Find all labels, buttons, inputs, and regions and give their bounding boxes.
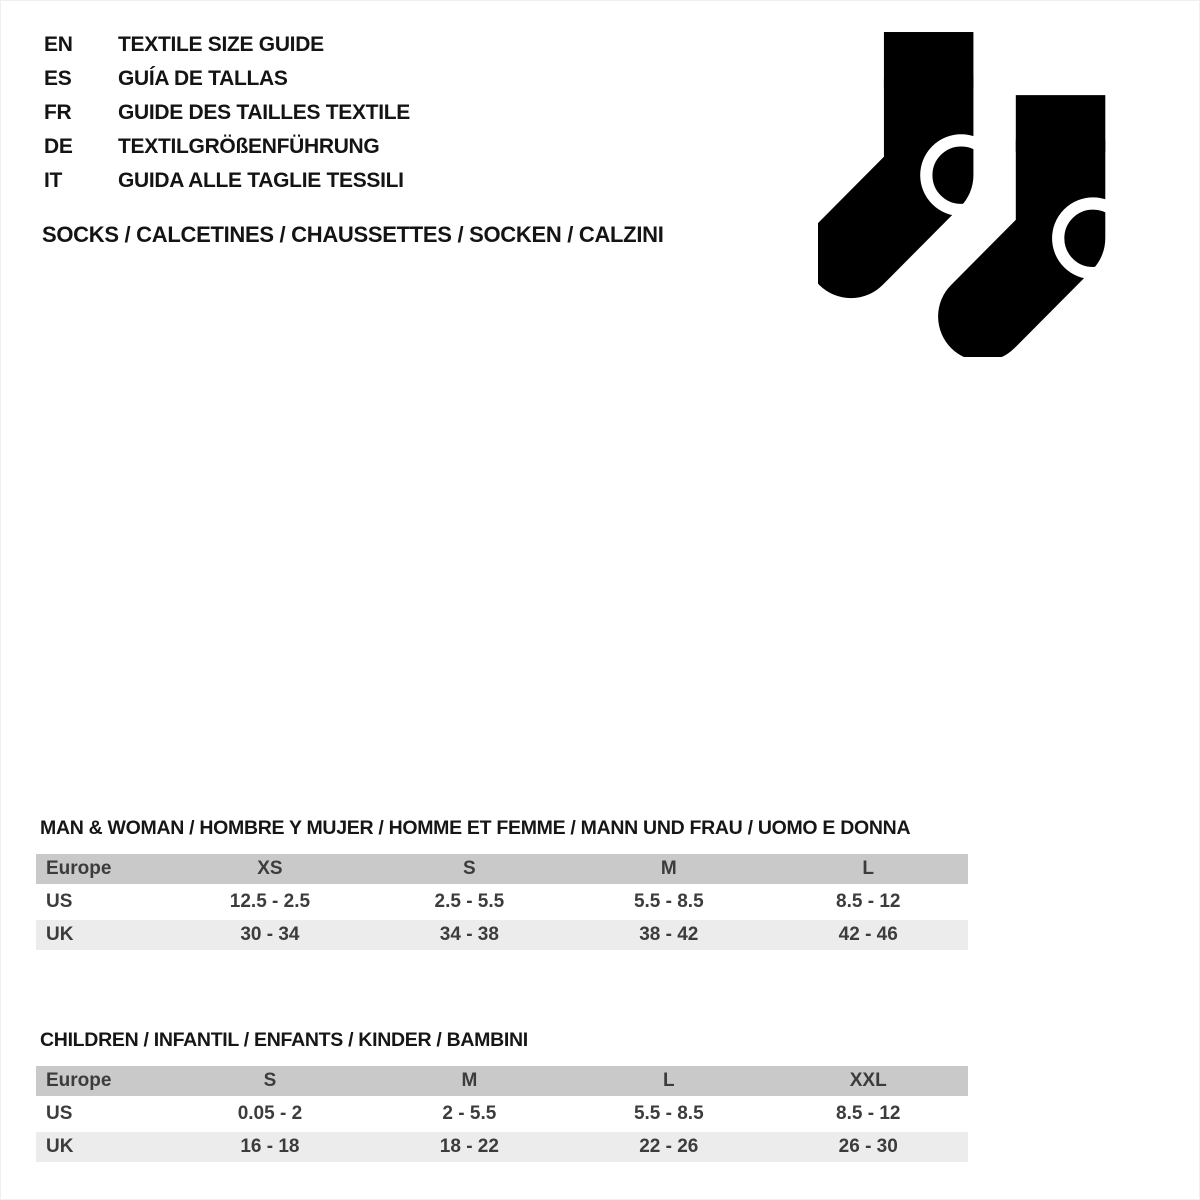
- size-value: 5.5 - 8.5: [633, 1103, 704, 1124]
- size-value: 22 - 26: [639, 1136, 699, 1157]
- size-value: 8.5 - 12: [836, 891, 901, 912]
- socks-icon: [818, 32, 1110, 357]
- language-code: DE: [44, 135, 73, 158]
- size-value: 30 - 34: [240, 924, 300, 945]
- language-row-en: [44, 28, 410, 62]
- header-cell: L: [862, 858, 875, 879]
- size-value: 16 - 18: [240, 1136, 300, 1157]
- header-cell: XXL: [849, 1070, 887, 1091]
- header-cell: M: [461, 1070, 478, 1091]
- table-children: [36, 1028, 968, 1162]
- size-value: 8.5 - 12: [836, 1103, 901, 1124]
- table-man-woman: [36, 816, 968, 950]
- size-value: 12.5 - 2.5: [229, 891, 311, 912]
- language-row-it: [44, 164, 410, 198]
- size-value: 2 - 5.5: [442, 1103, 497, 1124]
- size-value: 26 - 30: [838, 1136, 898, 1157]
- table-row-uk: [36, 1132, 968, 1162]
- category-heading: SOCKS / CALCETINES / CHAUSSETTES / SOCKEN / CALZINI: [42, 222, 664, 247]
- table-header-row: [36, 854, 968, 884]
- size-value: 34 - 38: [439, 924, 499, 945]
- header-cell: M: [660, 858, 677, 879]
- language-title: GUIDE DES TAILLES TEXTILE: [118, 101, 410, 124]
- table-header-row: [36, 1066, 968, 1096]
- language-title: TEXTILE SIZE GUIDE: [118, 33, 324, 56]
- table-row-us: [36, 1099, 968, 1129]
- language-row-es: [44, 62, 410, 96]
- size-value: 42 - 46: [838, 924, 898, 945]
- table-row-us: [36, 887, 968, 917]
- language-title: GUIDA ALLE TAGLIE TESSILI: [118, 169, 404, 192]
- language-row-de: [44, 130, 410, 164]
- language-title: TEXTILGRÖßENFÜHRUNG: [118, 135, 380, 158]
- size-value: 2.5 - 5.5: [434, 891, 505, 912]
- table-row-uk: [36, 920, 968, 950]
- header-cell: S: [463, 858, 476, 879]
- language-code: FR: [44, 101, 72, 124]
- size-value: 18 - 22: [439, 1136, 499, 1157]
- header-cell: Europe: [46, 1070, 112, 1091]
- header-cell: L: [662, 1070, 675, 1091]
- table-title: MAN & WOMAN / HOMBRE Y MUJER / HOMME ET FEMME / MANN UND FRAU / UOMO E DONNA: [40, 817, 911, 839]
- language-code: EN: [44, 33, 73, 56]
- row-label: UK: [46, 924, 74, 945]
- language-code: ES: [44, 67, 72, 90]
- language-title: GUÍA DE TALLAS: [118, 67, 288, 90]
- header-cell: Europe: [46, 858, 112, 879]
- row-label: US: [46, 1103, 73, 1124]
- row-label: US: [46, 891, 73, 912]
- size-value: 38 - 42: [639, 924, 699, 945]
- language-row-fr: [44, 96, 410, 130]
- language-code: IT: [44, 169, 63, 192]
- size-value: 0.05 - 2: [237, 1103, 303, 1124]
- row-label: UK: [46, 1136, 74, 1157]
- table-title: CHILDREN / INFANTIL / ENFANTS / KINDER / BAMBINI: [40, 1029, 528, 1051]
- size-value: 5.5 - 8.5: [633, 891, 704, 912]
- header-cell: XS: [257, 858, 283, 879]
- language-list: [44, 28, 410, 198]
- header-cell: S: [263, 1070, 277, 1091]
